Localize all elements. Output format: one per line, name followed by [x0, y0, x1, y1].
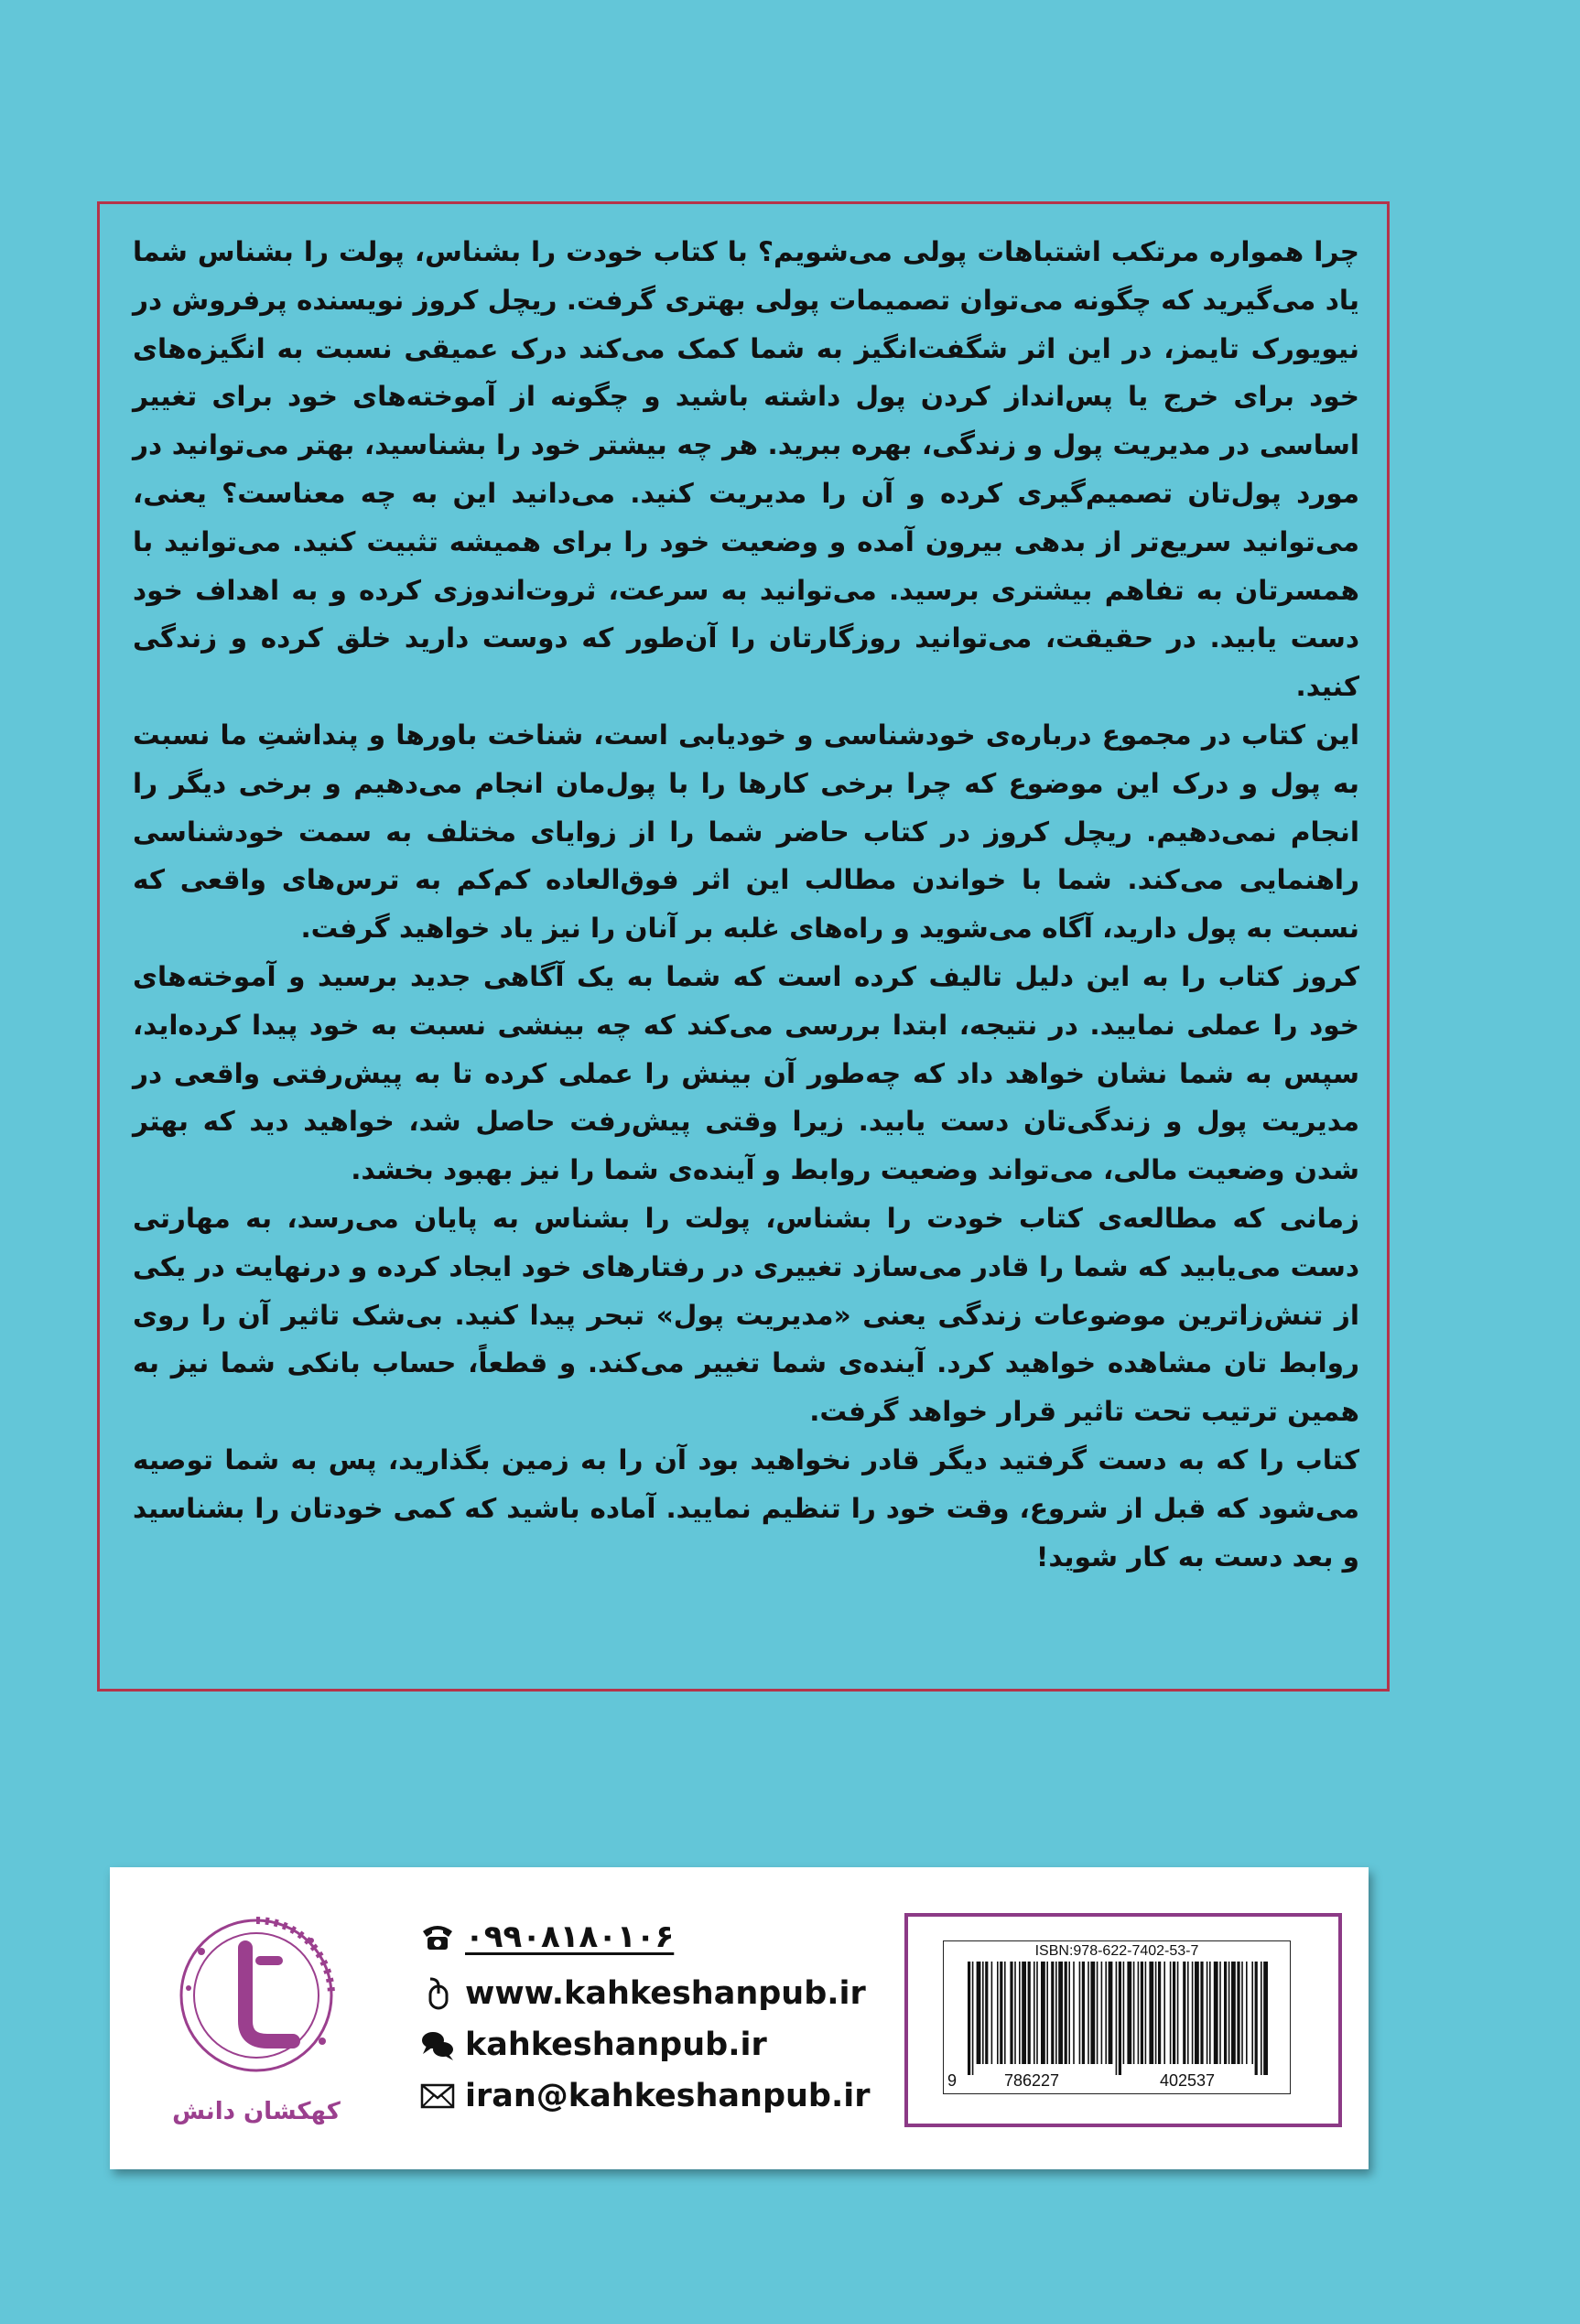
barcode-bar	[1237, 1962, 1239, 2064]
barcode-bar	[1241, 1962, 1243, 2064]
barcode-bar	[997, 1962, 999, 2064]
blurb-paragraph-4: زمانی که مطالعه‌ی کتاب خودت را بشناس، پولت را بشناس به پایان می‌رسد، به مهارتی دست می‌یابید که شما را قادر می‌سازد تغییری در رفتارهای خود ایجاد کرده و درنهایت در یکی از تنش‌زاترین موضوعات زندگی یعنی «مدیریت پول» تبحر پیدا کنید. بی‌شک تاثیر آن را روی روابط تان مشاهده خواهید کرد. آینده‌ی شما تغییر می‌کند. و قطعاً، حساب بانکی شما نیز به همین ترتیب تحت تاثیر قرار خواهد گرفت.	[133, 1202, 1359, 1428]
back-cover-blurb-box	[97, 201, 1390, 1692]
barcode-bar	[1170, 1962, 1172, 2064]
barcode-bar	[1263, 1962, 1268, 2075]
barcode-digit-lead: 9	[947, 2071, 958, 2090]
barcode-bar	[1065, 1962, 1067, 2064]
barcode-bar	[1214, 1962, 1218, 2064]
barcode-bar	[1219, 1962, 1221, 2064]
social-handle[interactable]: kahkeshanpub.ir	[465, 2027, 767, 2063]
barcode-bar	[1183, 1962, 1185, 2064]
barcode-bar	[1058, 1962, 1063, 2064]
barcode-bar	[1123, 1962, 1125, 2064]
barcode-bar	[1000, 1962, 1002, 2064]
barcode-bar	[991, 1962, 993, 2064]
barcode-bar	[1127, 1962, 1131, 2064]
barcode-bar	[1055, 1962, 1057, 2064]
barcode-bar	[1119, 1962, 1121, 2075]
barcode-bar	[1251, 1962, 1253, 2064]
barcode-bar	[1090, 1962, 1095, 2064]
barcode-bar	[972, 1962, 974, 2075]
barcode-bar	[1187, 1962, 1189, 2064]
chat-icon	[419, 2027, 456, 2063]
barcode-bar	[1004, 1962, 1006, 2064]
contact-social	[419, 2023, 767, 2067]
barcode-bar	[1073, 1962, 1075, 2064]
email-link[interactable]: iran@kahkeshanpub.ir	[465, 2078, 871, 2114]
publisher-logo	[165, 1904, 348, 2087]
blurb-paragraph-3: کروز کتاب را به این دلیل تالیف کرده است که شما به یک آگاهی جدید برسید و آموخته‌های خود را عملی نمایید. در نتیجه، ابتدا بررسی می‌کند که چه بینشی نسبت به خود پیدا کرده‌اید، سپس به شما نشان خواهد داد که چه‌طور آن بینش را عملی کرده تا به پیش‌رفتی واقعی در مدیریت پول و زندگی‌تان دست یابید. زیرا وقتی پیش‌رفت حاصل شد، خواهید دید که بهتر شدن وضعیت مالی، می‌تواند وضعیت روابط و آینده‌ی شما را نیز بهبود بخشد.	[133, 960, 1359, 1186]
barcode-bar	[1068, 1962, 1070, 2064]
barcode-bar	[1088, 1962, 1089, 2064]
barcode-bar	[1082, 1962, 1085, 2064]
publisher-logo-text: کهکشان دانش	[172, 2098, 341, 2125]
isbn-barcode	[943, 1940, 1291, 2094]
barcode-bar	[977, 1962, 981, 2064]
barcode-bar	[982, 1962, 984, 2064]
barcode-bar	[1158, 1962, 1161, 2064]
barcode-bar	[1079, 1962, 1081, 2064]
barcode-bar	[1046, 1962, 1048, 2064]
barcode-bar	[1224, 1962, 1227, 2064]
blurb-paragraph-2: این کتاب در مجموع درباره‌ی خودشناسی و خودیابی است، شناخت باورها و پنداشتِ ما نسبت به پول و درک این موضوع که چرا برخی کارها را با پول‌مان انجام می‌دهیم و برخی دیگر را انجام نمی‌دهیم. ریچل کروز در کتاب حاضر شما را از زوایای مختلف به سمت خودشناسی راهنمایی می‌کند. شما با خواندن مطالب این اثر فوق‌العاده کم‌کم به ترس‌های واقعی که نسبت به پول دارید، آگاه می‌شوید و راه‌های غلبه بر آنان را نیز یاد خواهید گرفت.	[133, 719, 1359, 945]
barcode-bar	[1145, 1962, 1147, 2064]
barcode-bar	[1149, 1962, 1153, 2064]
website-link[interactable]: www.kahkeshanpub.ir	[465, 1975, 866, 2012]
barcode-bars	[962, 1962, 1273, 2075]
isbn-label: ISBN:978-622-7402-53-7	[1034, 1943, 1199, 1959]
blurb-text	[133, 228, 1359, 1581]
blurb-paragraph-1: چرا همواره مرتکب اشتباهات پولی می‌شویم؟ با کتاب خودت را بشناس، پولت را بشناس شما یاد می‌گیرید که چگونه می‌توان تصمیمات پولی بهتری گرفت. ریچل کروز نویسنده پرفروش در نیویورک تایمز، در این اثر شگفت‌انگیز به شما کمک می‌کند درک عمیقی نسبت به انگیزه‌های خود برای خرج یا پس‌انداز کردن پول داشته باشید و چگونه از آموخته‌های خود برای تغییر اساسی در مدیریت پول و زندگی، بهره ببرید. هر چه بیشتر خود را بشناسید، بهتر می‌توانید در مورد پول‌تان تصمیم‌گیری کرده و آن را مدیریت کنید. می‌دانید این به چه معناست؟ یعنی، می‌توانید سریع‌تر از بدهی بیرون آمده و وضعیت خود را برای همیشه تثبیت کنید. می‌توانید با همسرتان به تفاهم بیشتری برسید. می‌توانید به سرعت، ثروت‌اندوزی کرده و به اهداف خود دست یابید. در حقیقت، می‌توانید روزگارتان را آن‌طور که دوست دارید خلق کرده و زندگی کنید.	[133, 236, 1359, 703]
barcode-bar	[985, 1962, 988, 2064]
contact-email	[419, 2074, 871, 2118]
blurb-paragraph-5: کتاب را که به دست گرفتید دیگر قادر نخواهید بود آن را به زمین بگذارید، پس به شما توصیه می‌شود که قبل از شروع، وقت خود را تنظیم نمایید. آماده باشید که کمی خودتان را بشناسید و بعد دست به کار شوید!	[133, 1443, 1359, 1573]
barcode-bar	[1041, 1962, 1045, 2064]
mail-icon	[419, 2078, 456, 2114]
barcode-bar	[1033, 1962, 1035, 2064]
barcode-bar	[1101, 1962, 1103, 2064]
barcode-bar	[1207, 1962, 1208, 2064]
barcode-bar	[1231, 1962, 1236, 2064]
barcode-bar	[1022, 1962, 1026, 2064]
barcode-bar	[1228, 1962, 1230, 2064]
barcode-bar	[1246, 1962, 1248, 2064]
barcode-bar	[1192, 1962, 1194, 2064]
barcode-bar	[1141, 1962, 1143, 2064]
barcode-bar	[1177, 1962, 1179, 2064]
publisher-footer-panel	[110, 1867, 1369, 2169]
barcode-digits-left: 786227	[1004, 2071, 1060, 2090]
barcode-bar	[1116, 1962, 1118, 2075]
barcode-bar	[1028, 1962, 1031, 2064]
barcode-bar	[1138, 1962, 1140, 2064]
barcode-bar	[1097, 1962, 1098, 2064]
barcode-bar	[1200, 1962, 1203, 2064]
contact-phone	[419, 1915, 674, 1959]
mouse-icon	[419, 1975, 456, 2012]
barcode-bar	[968, 1962, 970, 2075]
barcode-bar	[1261, 1962, 1262, 2075]
barcode-bar	[1051, 1962, 1054, 2064]
barcode-bar	[1173, 1962, 1175, 2064]
barcode-bar	[1133, 1962, 1135, 2064]
barcode-bar	[1019, 1962, 1021, 2064]
contact-website	[419, 1972, 866, 2016]
barcode-digits-right: 402537	[1160, 2071, 1216, 2090]
phone-number[interactable]: ۰۹۹۰۸۱۸۰۱۰۶	[465, 1919, 675, 1955]
barcode-bar	[1105, 1962, 1107, 2064]
barcode-bar	[1014, 1962, 1016, 2064]
barcode-bar	[1195, 1962, 1199, 2064]
barcode-bar	[1010, 1962, 1012, 2064]
barcode-bar	[1155, 1962, 1157, 2064]
barcode-bar	[1255, 1962, 1258, 2075]
barcode-frame	[904, 1913, 1342, 2127]
barcode-bar	[1209, 1962, 1211, 2064]
phone-icon	[419, 1919, 456, 1955]
barcode-bar	[1163, 1962, 1165, 2064]
barcode-bar	[1036, 1962, 1038, 2064]
barcode-bar	[1109, 1962, 1113, 2064]
